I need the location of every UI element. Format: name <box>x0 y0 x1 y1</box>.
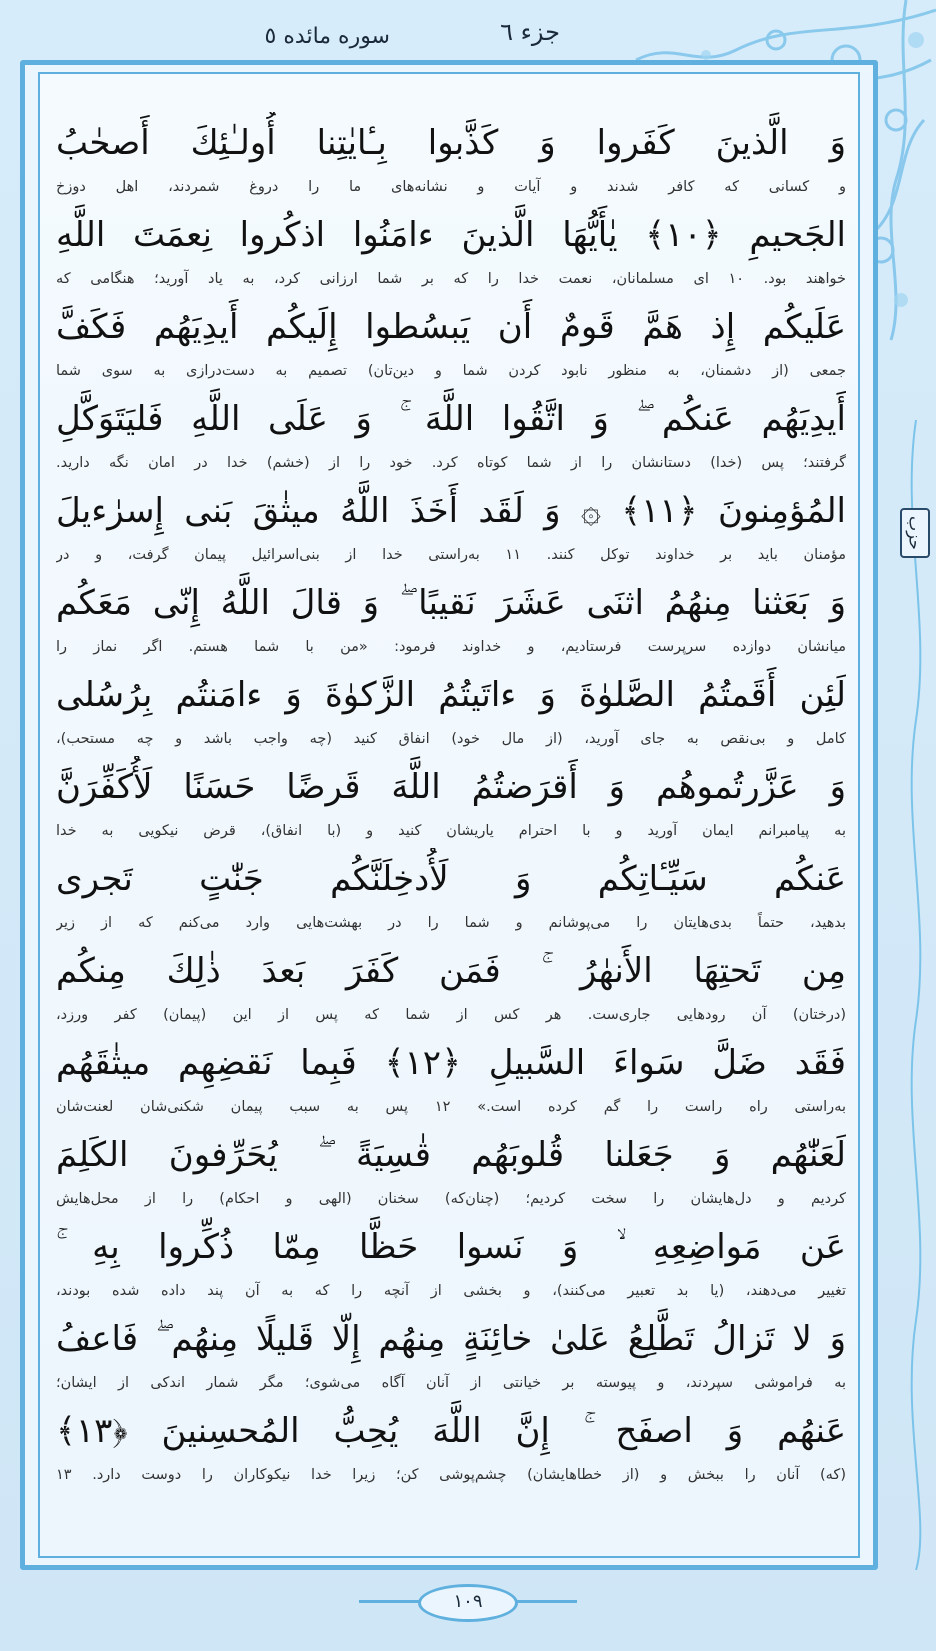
arabic-line: عَنهُم وَ اصفَح ۚ إِنَّ اللَّهَ يُحِبُّ المُحسِنينَ ﴿١٣﴾ <box>56 1411 846 1451</box>
verse-line-14 <box>56 1308 846 1400</box>
arabic-line: الجَحيمِ ﴿١٠﴾ يٰأَيُّهَا الَّذينَ ءامَنُوا اذكُروا نِعمَتَ اللَّهِ <box>56 215 846 255</box>
arabic-line: عَن مَواضِعِهِ ۙ وَ نَسوا حَظًّا مِمّا ذُكِّروا بِهِ ۚ <box>56 1227 846 1267</box>
surah-label: سوره مائده ٥ <box>264 24 390 49</box>
translation-line: میانشان دوازده سرپرست فرستادیم، و خداوند فرمود: «من با شما هستم. اگر نماز را <box>56 639 846 655</box>
verse-line-9 <box>56 848 846 940</box>
arabic-line: عَنكُم سَيِّـٔاتِكُم وَ لَأُدخِلَنَّكُم جَنّٰتٍ تَجرى <box>56 859 846 899</box>
verse-line-12 <box>56 1124 846 1216</box>
juz-label: جزء ٦ <box>500 18 560 46</box>
translation-line: مؤمنان باید بر خداوند توکل کنند. ۱۱ به‌راستی خدا از بنی‌اسرائیل پیمان گرفت، و در <box>56 547 846 563</box>
translation-line: و کسانی که کافر شدند و آیات و نشانه‌های ما را دروغ شمردند، اهل دوزخ <box>56 179 846 195</box>
arabic-line: فَقَد ضَلَّ سَواءَ السَّبيلِ ﴿١٢﴾ فَبِما نَقضِهِم ميثٰقَهُم <box>56 1043 846 1083</box>
translation-line: به فراموشی سپردند، و پیوسته بر خیانتی از آنان آگاه می‌شوی؛ مگر شمار اندکی از ایشان؛ <box>56 1375 846 1391</box>
verse-line-11 <box>56 1032 846 1124</box>
translation-line: جمعی (از دشمنان، به منظور نابود کردن شما و دین‌تان) تصمیم به دست‌درازی به سوی شما <box>56 363 846 379</box>
hizb-tab-marker: حزب <box>900 508 930 558</box>
verse-line-2 <box>56 204 846 296</box>
verse-line-1 <box>56 112 846 204</box>
translation-line: گرفتند؛ پس (خدا) دستانشان را از شما کوتاه کرد. خود را از (خشم) خدا در امان نگه دارید. <box>56 455 846 471</box>
verse-line-7 <box>56 664 846 756</box>
arabic-line: أَيدِيَهُم عَنكُم ۖ وَ اتَّقُوا اللَّهَ ۚ وَ عَلَى اللَّهِ فَليَتَوَكَّلِ <box>56 399 846 439</box>
arabic-line: عَلَيكُم إِذ هَمَّ قَومٌ أَن يَبسُطوا إِلَيكُم أَيدِيَهُم فَكَفَّ <box>56 307 846 347</box>
translation-line: (که) آنان را ببخش و (از خطاهایشان) چشم‌پوشی کن؛ زیرا خدا نیکوکاران را دوست دارد. ۱۳ <box>56 1467 846 1483</box>
translation-line: به‌راستی راه راست را گم کرده است.» ۱۲ پس به سبب پیمان شکنی‌شان لعنت‌شان <box>56 1099 846 1115</box>
translation-line: خواهند بود. ۱۰ ای مسلمانان، نعمت خدا را که بر شما ارزانی کرد، به یاد آورید؛ هنگامی که <box>56 271 846 287</box>
translation-line: (درختان) آن رودهایی جاری‌ست. هر کس از شما که پس از این (پیمان) کفر ورزد، <box>56 1007 846 1023</box>
verse-line-4 <box>56 388 846 480</box>
arabic-line: وَ بَعَثنا مِنهُمُ اثنَى عَشَرَ نَقيبًا ۖ وَ قالَ اللَّهُ إِنّى مَعَكُم <box>56 583 846 623</box>
verse-line-3 <box>56 296 846 388</box>
arabic-line: وَ عَزَّرتُموهُم وَ أَقرَضتُمُ اللَّهَ قَرضًا حَسَنًا لَأُكَفِّرَنَّ <box>56 767 846 807</box>
translation-line: به پیامبرانم ایمان آورید و با احترام یاریشان کنید و (با انفاق)، قرض نیکویی به خدا <box>56 823 846 839</box>
translation-line: بدهید، حتماً بدی‌هایتان را می‌پوشانم و شما را در بهشت‌هایی وارد می‌کنم که از زیر <box>56 915 846 931</box>
translation-line: تغییر می‌دهند، (یا بد تعبیر می‌کنند)، و بخشی از آنچه را که به آن پند داده شده بودند، <box>56 1283 846 1299</box>
verse-line-8 <box>56 756 846 848</box>
side-ornament-icon <box>896 420 936 1570</box>
arabic-line: المُؤمِنونَ ﴿١١﴾ ۞ وَ لَقَد أَخَذَ اللَّهُ ميثٰقَ بَنى إِسرٰءيلَ <box>56 491 846 531</box>
page-number: ۱۰۹ <box>418 1584 518 1622</box>
arabic-line: لَعَنّٰهُم وَ جَعَلنا قُلوبَهُم قٰسِيَةً ۖ يُحَرِّفونَ الكَلِمَ <box>56 1135 846 1175</box>
quran-text-block <box>56 112 846 1492</box>
verse-line-10 <box>56 940 846 1032</box>
verse-line-13 <box>56 1216 846 1308</box>
arabic-line: مِن تَحتِهَا الأَنهٰرُ ۚ فَمَن كَفَرَ بَعدَ ذٰلِكَ مِنكُم <box>56 951 846 991</box>
arabic-line: وَ الَّذينَ كَفَروا وَ كَذَّبوا بِـٔايٰتِنا أُولـٰئِكَ أَصحٰبُ <box>56 123 846 163</box>
arabic-line: لَئِن أَقَمتُمُ الصَّلوٰةَ وَ ءاتَيتُمُ الزَّكوٰةَ وَ ءامَنتُم بِرُسُلى <box>56 675 846 715</box>
verse-line-5 <box>56 480 846 572</box>
verse-line-15 <box>56 1400 846 1492</box>
verse-line-6 <box>56 572 846 664</box>
arabic-line: وَ لا تَزالُ تَطَّلِعُ عَلىٰ خائِنَةٍ مِنهُم إِلّا قَليلًا مِنهُم ۖ فَاعفُ <box>56 1319 846 1359</box>
page-header <box>160 18 560 58</box>
translation-line: کردیم و دل‌هایشان را سخت کردیم؛ (چنان‌که) سخنان (الهی و احکام) را از محل‌هایش <box>56 1191 846 1207</box>
translation-line: کامل و بی‌نقص به جای آورید، (از مال خود) انفاق کنید (چه واجب باشد و چه مستحب)، <box>56 731 846 747</box>
